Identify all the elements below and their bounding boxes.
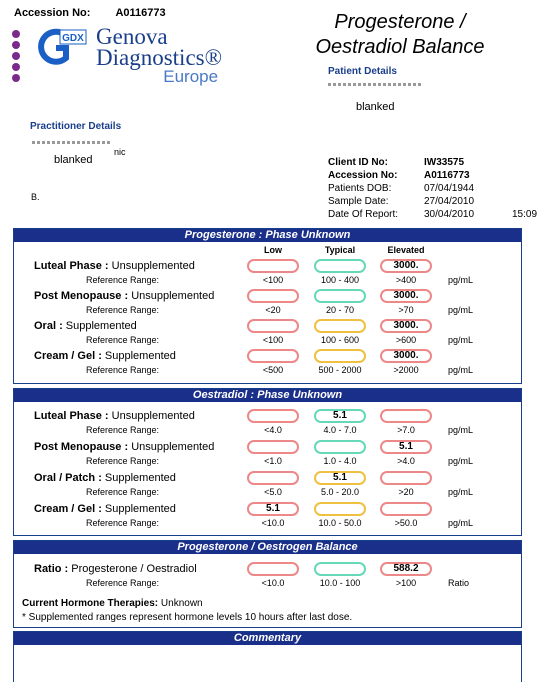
row-status: Supplemented [104,350,176,362]
row-name: Cream / Gel : [34,503,102,515]
result-pill-low [247,349,299,363]
svg-text:GDX: GDX [62,33,84,44]
row-status: Supplemented [104,472,176,484]
row-status: Supplemented [104,503,176,515]
result-pill-typical [314,289,366,303]
row-name: Post Menopause : [34,441,129,453]
row-label [34,472,176,484]
reference-low: <10.0 [261,518,285,528]
reference-range-label: Reference Range: [86,365,160,375]
unit-label: pg/mL [448,456,474,466]
row-label [34,350,176,362]
oestradiol-heading: Oestradiol : Phase Unknown [14,389,521,402]
reference-typical: 500 - 2000 [318,365,362,375]
reference-low: <4.0 [264,425,282,435]
reference-low: <1.0 [264,456,282,466]
company-logo [96,26,222,85]
client-info-value: IW33575 [424,157,465,168]
result-pill-elevated: 5.1 [380,440,432,454]
result-pill-elevated [380,409,432,423]
result-pill-low [247,319,299,333]
unit-label: pg/mL [448,487,474,497]
result-pill-typical [314,562,366,576]
row-name: Ratio : [34,563,69,575]
reference-range-label: Reference Range: [86,305,160,315]
reference-typical: 20 - 70 [325,305,355,315]
accession-label: Accession No: [14,7,91,19]
accession-header [14,7,166,19]
reference-high: >7.0 [397,425,415,435]
reference-low: <20 [265,305,281,315]
reference-high: >4.0 [397,456,415,466]
client-info-label: Date Of Report: [328,209,399,220]
client-info-label: Patients DOB: [328,183,392,194]
reference-high: >100 [395,578,417,588]
result-pill-low: 5.1 [247,502,299,516]
unit-label: pg/mL [448,365,474,375]
balance-section [13,540,522,628]
reference-high: >50.0 [394,518,418,528]
row-label [34,503,176,515]
reference-typical: 1.0 - 4.0 [323,456,357,466]
reference-typical: 4.0 - 7.0 [323,425,357,435]
result-pill-typical [314,502,366,516]
reference-low: <100 [262,335,284,345]
client-info-value: 30/04/2010 [424,209,475,220]
result-pill-elevated [380,502,432,516]
reference-typical: 100 - 600 [320,335,360,345]
title-line-1: Progesterone / [334,11,466,33]
logo-mark-icon [38,28,88,68]
reference-low: <100 [262,275,284,285]
reference-typical: 10.0 - 100 [319,578,361,588]
row-name: Oral : [34,320,63,332]
reference-low: <500 [262,365,284,375]
row-label [34,441,214,453]
practitioner-details-heading: Practitioner Details [30,121,122,132]
commentary-heading: Commentary [14,632,521,645]
row-status: Unsupplemented [111,260,195,272]
reference-low: <5.0 [264,487,282,497]
row-status: Progesterone / Oestradiol [71,563,197,575]
therapies-value: Unknown [160,598,203,609]
reference-range-label: Reference Range: [86,335,160,345]
reference-range-label: Reference Range: [86,425,160,435]
client-info-block [328,157,538,227]
unit-label: pg/mL [448,518,474,528]
unit-label: pg/mL [448,425,474,435]
reference-range-label: Reference Range: [86,275,160,285]
client-info-label: Accession No: [328,170,398,181]
row-label [34,290,214,302]
client-info-value: A0116773 [424,170,470,181]
reference-range-label: Reference Range: [86,456,160,466]
unit-label: pg/mL [448,305,474,315]
unit-label: Ratio [448,578,470,588]
column-header-elevated: Elevated [387,245,425,255]
row-name: Luteal Phase : [34,260,109,272]
result-pill-elevated: 3000. [380,319,432,333]
result-pill-typical [314,440,366,454]
row-status: Unsupplemented [111,410,195,422]
current-therapies [22,598,203,609]
reference-high: >70 [398,305,414,315]
column-header-low: Low [264,245,282,255]
practitioner-partial-1: nic [114,147,126,157]
result-pill-typical [314,259,366,273]
logo-line-2: Diagnostics® [96,45,223,70]
result-pill-typical: 5.1 [314,471,366,485]
client-info-label: Client ID No: [328,157,388,168]
reference-range-label: Reference Range: [86,518,160,528]
unit-label: pg/mL [448,335,474,345]
result-pill-low [247,440,299,454]
client-info-label: Sample Date: [328,196,389,207]
row-label [34,260,195,272]
patient-details-heading: Patient Details [328,66,397,77]
row-label [34,410,195,422]
result-pill-elevated: 3000. [380,259,432,273]
reference-range-label: Reference Range: [86,578,160,588]
result-pill-elevated [380,471,432,485]
balance-heading: Progesterone / Oestrogen Balance [14,541,521,554]
result-pill-low [247,471,299,485]
row-label [34,563,197,575]
reference-typical: 5.0 - 20.0 [320,487,360,497]
row-status: Unsupplemented [131,441,215,453]
result-pill-elevated: 3000. [380,289,432,303]
reference-high: >600 [395,335,417,345]
patient-blanked: blanked [356,101,395,113]
row-name: Luteal Phase : [34,410,109,422]
title-line-2: Oestradiol Balance [315,36,485,58]
reference-high: >400 [395,275,417,285]
result-pill-low [247,409,299,423]
row-name: Oral / Patch : [34,472,102,484]
result-pill-low [247,259,299,273]
progesterone-heading: Progesterone : Phase Unknown [14,229,521,242]
result-pill-elevated: 3000. [380,349,432,363]
result-pill-typical [314,349,366,363]
reference-range-label: Reference Range: [86,487,160,497]
result-pill-low [247,562,299,576]
unit-label: pg/mL [448,275,474,285]
result-pill-typical: 5.1 [314,409,366,423]
result-pill-low [247,289,299,303]
reference-typical: 100 - 400 [320,275,360,285]
logo-line-3: Europe [163,67,219,86]
row-status: Supplemented [65,320,137,332]
redaction-mark [328,83,423,86]
row-name: Post Menopause : [34,290,129,302]
logo-dots [12,30,22,85]
accession-value: A0116773 [115,7,166,19]
row-label [34,320,137,332]
therapies-label: Current Hormone Therapies: [22,598,159,609]
client-info-value: 07/04/1944 [424,183,475,194]
result-pill-typical [314,319,366,333]
column-header-typical: Typical [324,245,356,255]
progesterone-section [13,228,522,384]
reference-low: <10.0 [261,578,285,588]
logo-line-1: Genova [96,24,168,49]
supplement-footnote: * Supplemented ranges represent hormone levels 10 hours after last dose. [22,612,353,623]
practitioner-blanked: blanked [54,154,93,166]
redaction-mark [32,141,112,144]
client-info-value: 27/04/2010 [424,196,475,207]
result-pill-elevated: 588.2 [380,562,432,576]
reference-typical: 10.0 - 50.0 [318,518,362,528]
row-name: Cream / Gel : [34,350,102,362]
row-status: Unsupplemented [131,290,215,302]
practitioner-partial-2: B. [31,192,40,202]
report-time: 15:09 [512,209,538,220]
oestradiol-section [13,388,522,536]
report-title [270,10,530,60]
reference-high: >2000 [393,365,419,375]
commentary-section [13,631,522,682]
reference-high: >20 [398,487,414,497]
